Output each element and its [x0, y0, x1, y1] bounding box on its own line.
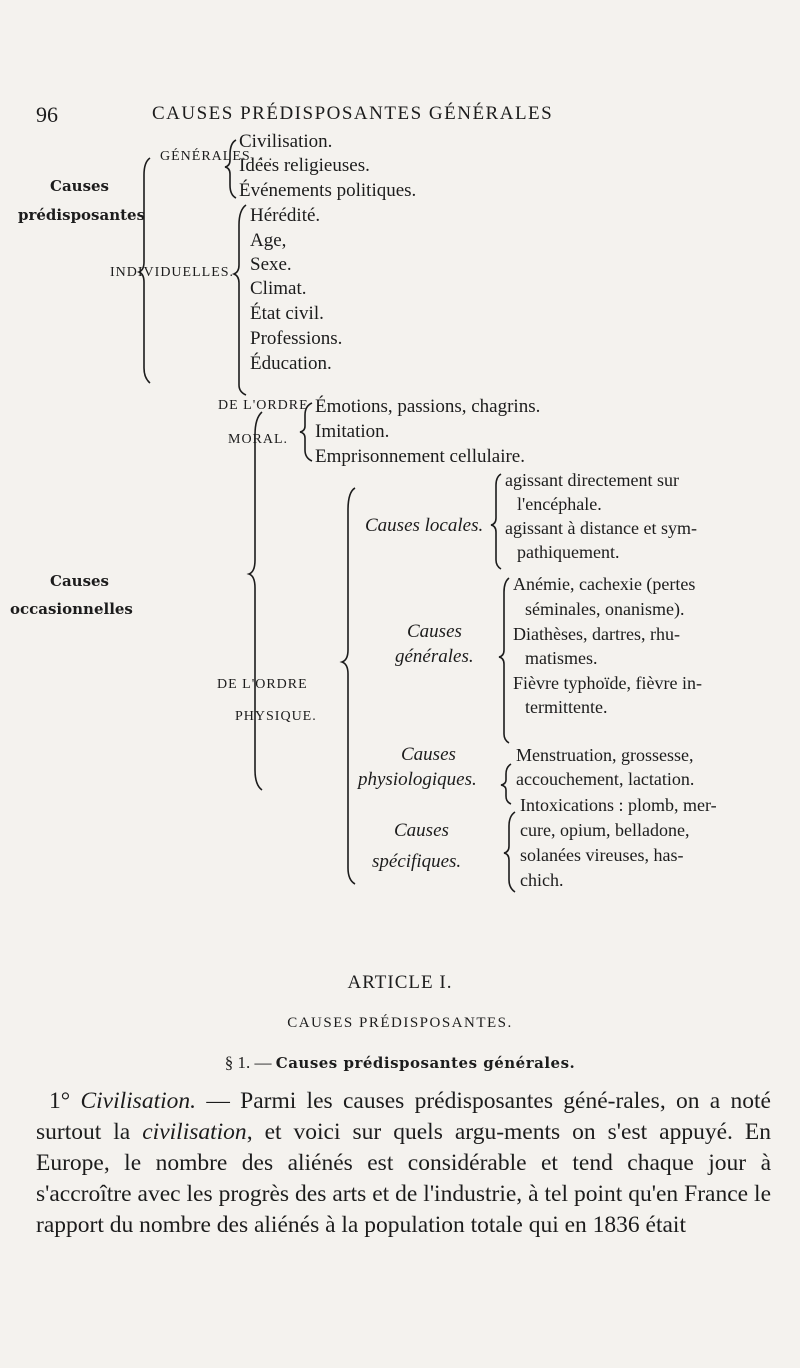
- label-individuelles: INDIVIDUELLES.: [110, 265, 235, 280]
- gen-line-3: Diathèses, dartres, rhu-: [513, 624, 680, 644]
- item-heredite: Hérédité.: [250, 205, 321, 226]
- brace-locales: [491, 474, 501, 569]
- label-causes-specifiques-2: spécifiques.: [372, 851, 462, 872]
- label-causes-physiologiques-2: physiologiques.: [358, 769, 477, 790]
- label-ordre-physique-2: PHYSIQUE.: [235, 709, 317, 724]
- physio-line-1: Menstruation, grossesse,: [516, 745, 694, 765]
- item-imitation: Imitation.: [315, 421, 390, 442]
- physio-line-2: accouchement, lactation.: [516, 769, 695, 789]
- para-text-2: , et voici sur quels argu-ments on s'est appuyé. En Europe, le nombre des aliénés est considérable et tend chaque jour à s'accroître avec les progrès des arts et de l'industrie, à tel point qu'en France le rapport du nombre des aliénés à la population totale qui en 1836 était: [36, 1119, 771, 1238]
- item-civilisation: Civilisation.: [239, 131, 333, 152]
- label-ordre-moral-1: DE L'ORDRE: [218, 398, 309, 413]
- brace-physique: [342, 488, 355, 884]
- label-causes-occasionnelles-1: Causes: [50, 572, 109, 590]
- body-paragraph: [36, 1086, 771, 1241]
- brace-specifiques: [504, 812, 515, 892]
- locales-line-2: l'encéphale.: [517, 494, 602, 514]
- item-idees-religieuses: Idées religieuses.: [239, 155, 370, 176]
- section-heading: [0, 1053, 800, 1073]
- item-emotions: Émotions, passions, chagrins.: [315, 396, 541, 417]
- brace-gen-phys: [499, 578, 509, 743]
- gen-line-6: termittente.: [525, 697, 608, 717]
- locales-line-3: agissant à distance et sym-: [505, 518, 697, 538]
- spec-line-3: solanées vireuses, has-: [520, 845, 684, 865]
- label-causes-generales-1: Causes: [407, 621, 462, 642]
- label-causes-occasionnelles-2: occasionnelles: [10, 600, 133, 618]
- brace-physiologiques: [501, 764, 511, 804]
- label-causes-physiologiques-1: Causes: [401, 744, 456, 765]
- label-generales: GÉNÉRALES. . .: [160, 149, 274, 164]
- label-causes-predisposantes-2: prédisposantes: [18, 206, 146, 224]
- item-evenements-politiques: Événements politiques.: [239, 180, 417, 201]
- page-number: 96: [36, 102, 58, 127]
- gen-line-1: Anémie, cachexie (pertes: [513, 574, 696, 594]
- brace-individuelles: [234, 205, 246, 395]
- running-title: CAUSES PRÉDISPOSANTES GÉNÉRALES: [152, 103, 554, 124]
- item-education: Éducation.: [250, 353, 332, 374]
- label-causes-specifiques-1: Causes: [394, 820, 449, 841]
- article-heading: ARTICLE I.: [347, 972, 453, 993]
- item-age: Age,: [250, 230, 287, 251]
- spec-line-2: cure, opium, belladone,: [520, 820, 690, 840]
- spec-line-1: Intoxications : plomb, mer-: [520, 795, 717, 815]
- label-causes-predisposantes-1: Causes: [50, 177, 109, 195]
- gen-line-4: matismes.: [525, 648, 598, 668]
- para-lead: 1°: [49, 1088, 81, 1114]
- gen-line-5: Fièvre typhoïde, fièvre in-: [513, 673, 702, 693]
- spec-line-4: chich.: [520, 870, 564, 890]
- para-term-2: civilisation: [142, 1119, 247, 1145]
- item-sexe: Sexe.: [250, 254, 292, 275]
- item-climat: Climat.: [250, 278, 307, 299]
- item-etat-civil: État civil.: [250, 303, 324, 324]
- label-ordre-physique-1: DE L'ORDRE: [217, 677, 308, 692]
- section-title: Causes prédisposantes générales.: [275, 1054, 576, 1072]
- item-professions: Professions.: [250, 328, 343, 349]
- label-causes-locales: Causes locales.: [365, 515, 484, 536]
- article-subtitle: CAUSES PRÉDISPOSANTES.: [287, 1015, 513, 1031]
- para-term: Civilisation.: [80, 1088, 197, 1114]
- label-causes-generales-2: générales.: [395, 646, 474, 667]
- item-emprisonnement: Emprisonnement cellulaire.: [315, 446, 525, 467]
- para-text-1: — Parmi les causes prédisposantes géné-rales, on a noté surtout la: [36, 1088, 771, 1145]
- brace-occasionnelles: [249, 412, 262, 790]
- locales-line-4: pathiquement.: [517, 542, 620, 562]
- section-mark: § 1. —: [224, 1053, 272, 1072]
- locales-line-1: agissant directement sur: [505, 470, 679, 490]
- gen-line-2: séminales, onanisme).: [525, 599, 685, 619]
- label-ordre-moral-2: MORAL.: [228, 432, 289, 447]
